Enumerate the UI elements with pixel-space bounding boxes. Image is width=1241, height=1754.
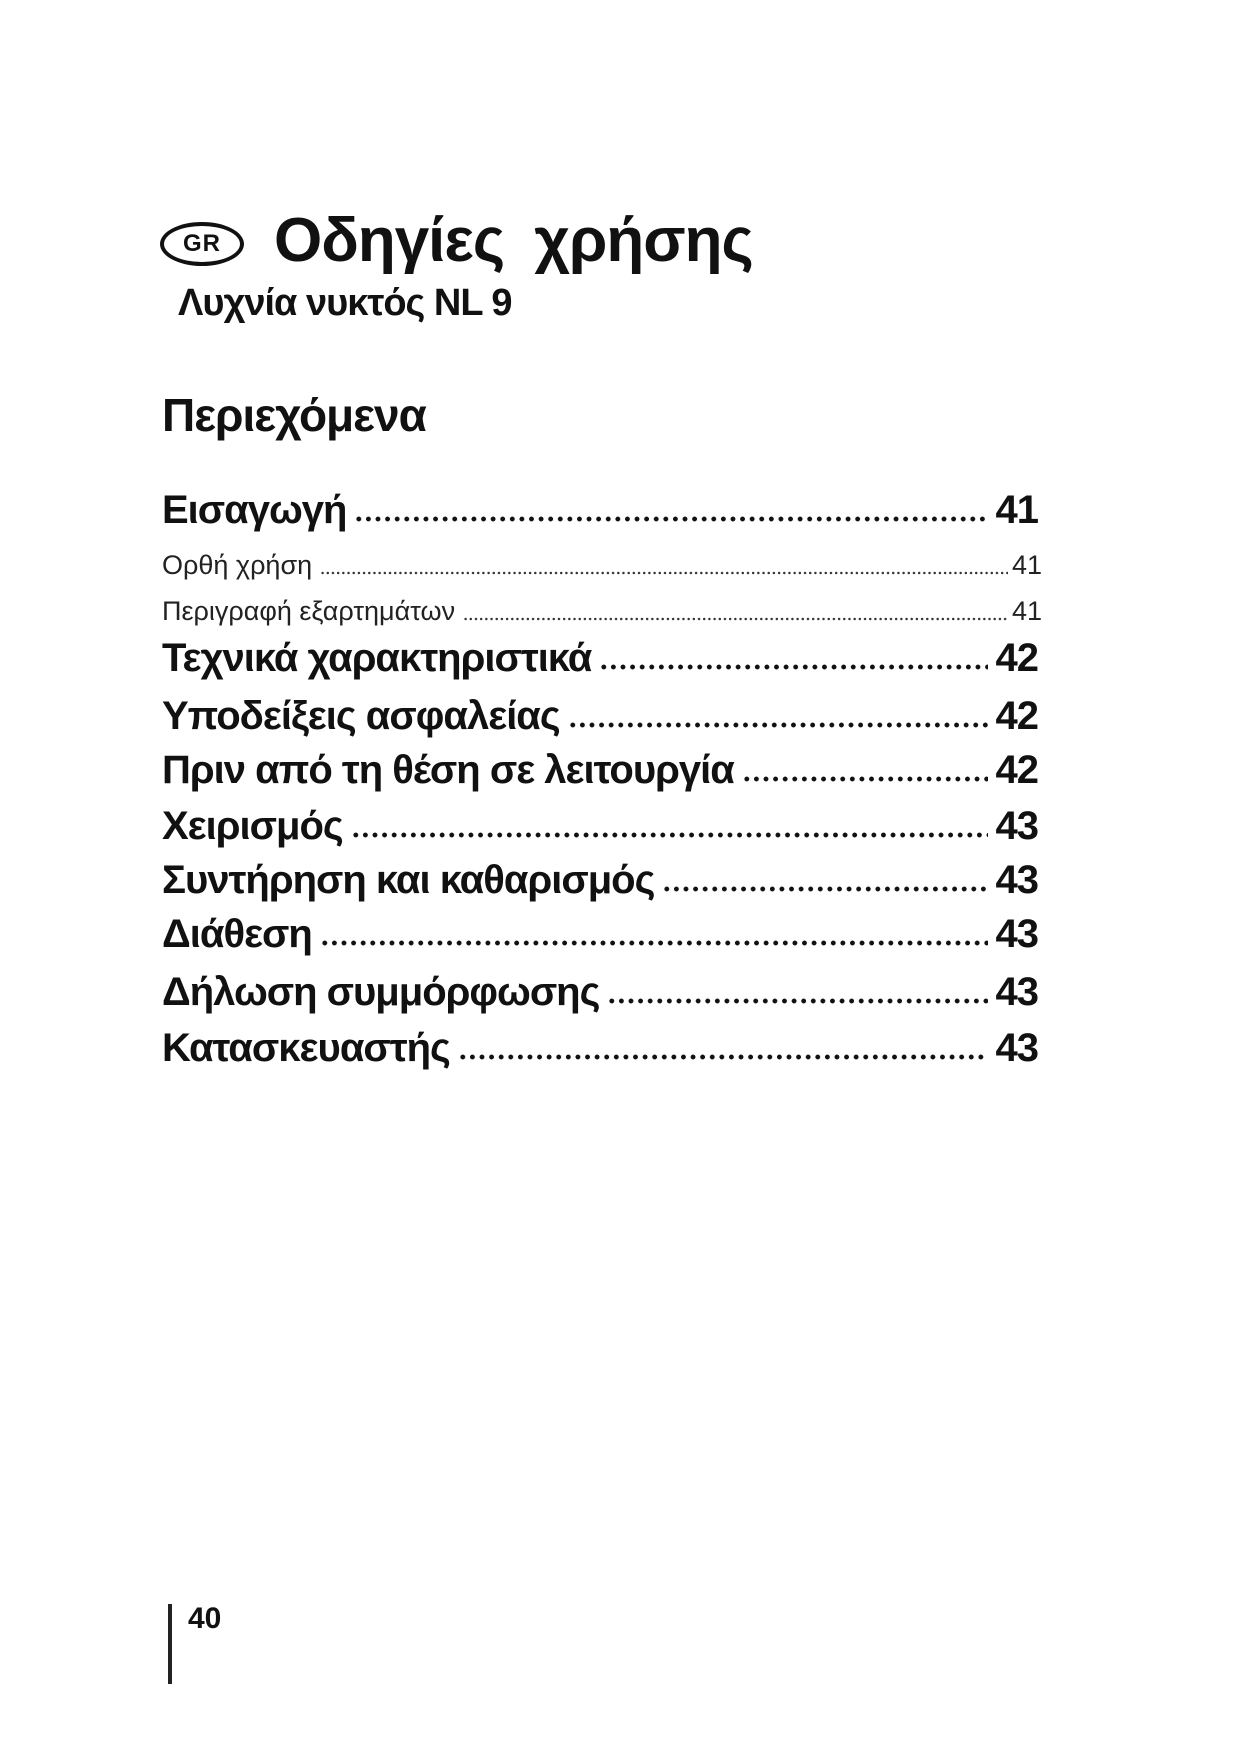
dot-leader [463, 617, 1008, 621]
toc-entry-parts-description[interactable] [162, 596, 1042, 627]
toc-entry-label: Περιγραφή εξαρτημάτων [162, 596, 456, 626]
toc-entry-page: 41 [995, 488, 1038, 532]
dot-leader [599, 663, 987, 671]
toc-entry-page: 41 [1011, 596, 1042, 626]
toc-entry-page: 43 [995, 858, 1038, 902]
toc-entry-page: 42 [995, 748, 1038, 792]
toc-entry-label: Κατασκευαστής [162, 1026, 450, 1070]
page-title: Οδηγίες χρήσης [274, 206, 753, 275]
dot-leader [742, 775, 988, 783]
toc-entry-page: 41 [1011, 550, 1042, 580]
toc-entry-label: Τεχνικά χαρακτηριστικά [162, 636, 592, 680]
toc-entry-label: Ορθή χρήση [162, 550, 313, 580]
toc-entry-label: Δήλωση συμμόρφωσης [162, 970, 600, 1014]
toc-entry-declaration-of-conformity[interactable] [162, 970, 1038, 1015]
toc-entry-label: Πριν από τη θέση σε λειτουργία [162, 748, 734, 792]
toc-entry-label: Συντήρηση και καθαρισμός [162, 858, 655, 902]
dot-leader [351, 831, 988, 839]
toc-entry-operation[interactable] [162, 804, 1038, 849]
toc-entry-label: Υποδείξεις ασφαλείας [162, 694, 560, 738]
toc-entry-maintenance-cleaning[interactable] [162, 858, 1038, 903]
dot-leader [354, 515, 987, 523]
toc-entry-introduction[interactable] [162, 488, 1038, 533]
toc-entry-label: Εισαγωγή [162, 488, 347, 532]
toc-heading: Περιεχόμενα [162, 389, 426, 441]
toc-entry-label: Διάθεση [162, 912, 312, 956]
dot-leader [568, 721, 988, 729]
toc-entry-page: 43 [995, 804, 1038, 848]
language-badge: GR [160, 222, 244, 266]
toc-entry-technical-data[interactable] [162, 636, 1038, 681]
toc-entry-page: 42 [995, 636, 1038, 680]
page-number: 40 [188, 1602, 222, 1635]
dot-leader [458, 1053, 988, 1061]
toc-entry-safety-notes[interactable] [162, 694, 1038, 739]
toc-entry-disposal[interactable] [162, 912, 1038, 957]
toc-entry-manufacturer[interactable] [162, 1026, 1038, 1071]
dot-leader [320, 571, 1008, 575]
dot-leader [320, 939, 988, 947]
footer-rule [168, 1604, 172, 1684]
product-subtitle: Λυχνία νυκτός NL 9 [178, 282, 512, 324]
toc-entry-before-first-use[interactable] [162, 748, 1038, 793]
header [160, 206, 753, 275]
toc-entry-label: Χειρισμός [162, 804, 343, 848]
toc-entry-page: 43 [995, 970, 1038, 1014]
dot-leader [607, 997, 987, 1005]
toc-entry-intended-use[interactable] [162, 550, 1042, 581]
toc-entry-page: 42 [995, 694, 1038, 738]
toc-entry-page: 43 [995, 1026, 1038, 1070]
toc-entry-page: 43 [995, 912, 1038, 956]
dot-leader [662, 885, 987, 893]
